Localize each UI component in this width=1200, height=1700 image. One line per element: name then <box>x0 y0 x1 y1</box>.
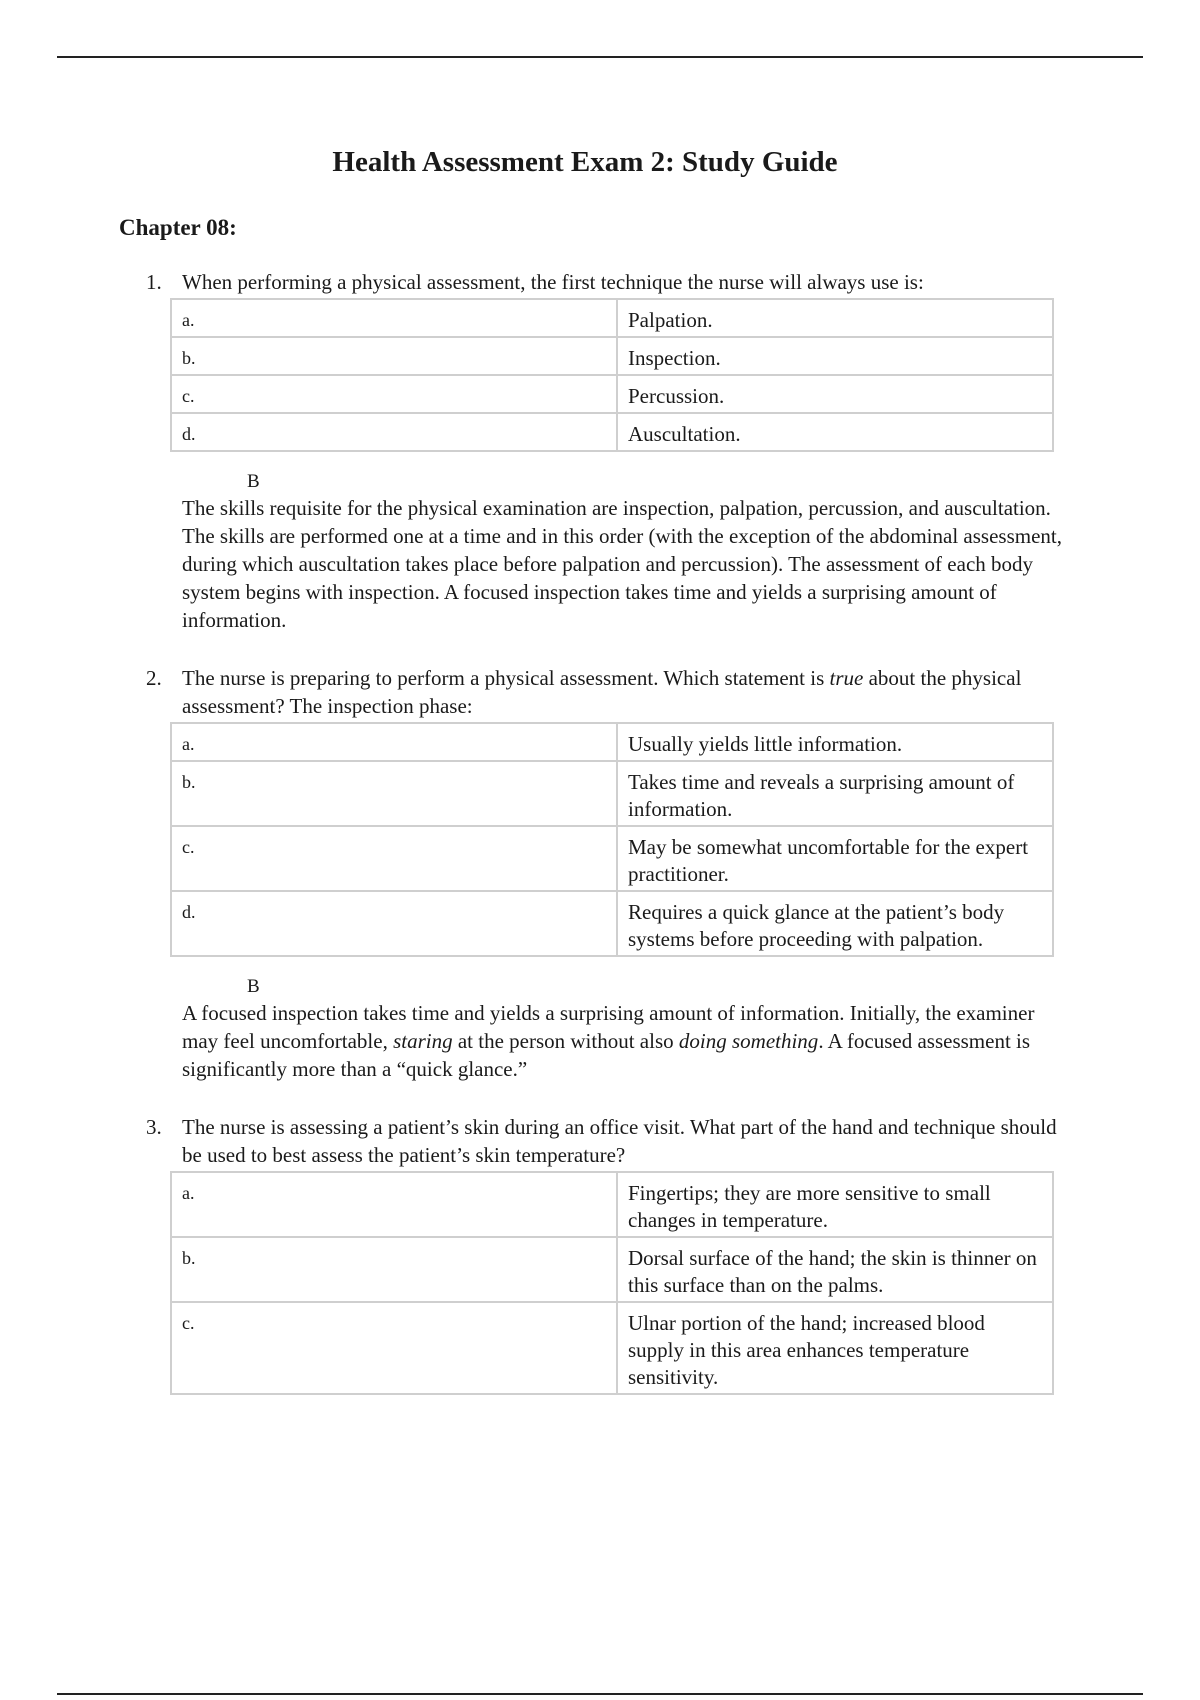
rationale-text: The skills requisite for the physical examination are inspection, palpation, percussion, and auscultation. The skills are performed one at a time and in this order (with the exception of the abdominal assessment, during which auscultation takes place before palpation and percussion). The assessment of each body system begins with inspection. A focused inspection takes time and yields a surprising amount of information. <box>182 496 1062 632</box>
question-stem <box>0 664 1062 720</box>
option-letter: b. <box>171 337 617 375</box>
option-text: Palpation. <box>617 299 1053 337</box>
options-table <box>170 298 1054 452</box>
top-divider <box>57 56 1143 58</box>
option-text: Dorsal surface of the hand; the skin is thinner on this surface than on the palms. <box>617 1237 1053 1302</box>
option-row <box>171 337 1053 375</box>
bottom-divider <box>57 1693 1143 1695</box>
option-text: Percussion. <box>617 375 1053 413</box>
option-letter: a. <box>171 299 617 337</box>
option-row <box>171 1237 1053 1302</box>
rationale-part: . A focused assessment is significantly more than a “quick glance.” <box>182 1029 1031 1081</box>
option-row <box>171 761 1053 826</box>
option-row <box>171 891 1053 956</box>
option-letter: a. <box>171 723 617 761</box>
question-stem <box>0 268 1062 296</box>
option-row <box>171 826 1053 891</box>
option-text: May be somewhat uncomfortable for the expert practitioner. <box>617 826 1053 891</box>
option-text: Ulnar portion of the hand; increased blood supply in this area enhances temperature sensitivity. <box>617 1302 1053 1394</box>
rationale-emphasis: doing something <box>678 1029 819 1053</box>
question-list <box>0 268 1200 1425</box>
option-letter: d. <box>171 413 617 451</box>
question-text: When performing a physical assessment, the first technique the nurse will always use is: <box>182 270 924 294</box>
option-text: Inspection. <box>617 337 1053 375</box>
option-text: Takes time and reveals a surprising amount of information. <box>617 761 1053 826</box>
answer-key: B <box>247 976 260 997</box>
question-text-part: about the physical assessment? The inspection phase: <box>182 666 1022 718</box>
option-row <box>171 723 1053 761</box>
document-title: Health Assessment Exam 2: Study Guide <box>332 146 838 178</box>
option-row <box>171 375 1053 413</box>
rationale-part: A focused inspection takes time and yields a surprising amount of information. Initially, the examiner may feel uncomfortable, <box>182 1001 1035 1053</box>
question-text-part: The nurse is preparing to perform a physical assessment. Which statement is <box>182 666 830 690</box>
option-row <box>171 299 1053 337</box>
option-letter: d. <box>171 891 617 956</box>
question-3 <box>0 1113 1200 1395</box>
option-letter: a. <box>171 1172 617 1237</box>
question-stem <box>0 1113 1062 1169</box>
rationale-text <box>182 999 1062 1083</box>
option-row <box>171 1302 1053 1394</box>
option-letter: c. <box>171 1302 617 1394</box>
option-letter: b. <box>171 1237 617 1302</box>
option-row <box>171 413 1053 451</box>
question-text-emphasis: true <box>829 666 864 690</box>
option-text: Requires a quick glance at the patient’s body systems before proceeding with palpation. <box>617 891 1053 956</box>
question-text: The nurse is assessing a patient’s skin during an office visit. What part of the hand and technique should be used to best assess the patient’s skin temperature? <box>182 1115 1057 1167</box>
question-2 <box>0 664 1200 1083</box>
question-number: 2. <box>146 666 162 690</box>
question-number: 3. <box>146 1115 162 1139</box>
option-text: Usually yields little information. <box>617 723 1053 761</box>
chapter-heading: Chapter 08: <box>119 215 237 240</box>
option-letter: b. <box>171 761 617 826</box>
answer-key: B <box>247 471 260 492</box>
option-letter: c. <box>171 826 617 891</box>
option-letter: c. <box>171 375 617 413</box>
options-table <box>170 1171 1054 1395</box>
options-table <box>170 722 1054 957</box>
question-number: 1. <box>146 270 162 294</box>
option-text: Auscultation. <box>617 413 1053 451</box>
rationale-part: at the person without also <box>452 1029 679 1053</box>
option-text: Fingertips; they are more sensitive to small changes in temperature. <box>617 1172 1053 1237</box>
rationale-emphasis: staring <box>393 1029 453 1053</box>
option-row <box>171 1172 1053 1237</box>
question-1 <box>0 268 1200 634</box>
